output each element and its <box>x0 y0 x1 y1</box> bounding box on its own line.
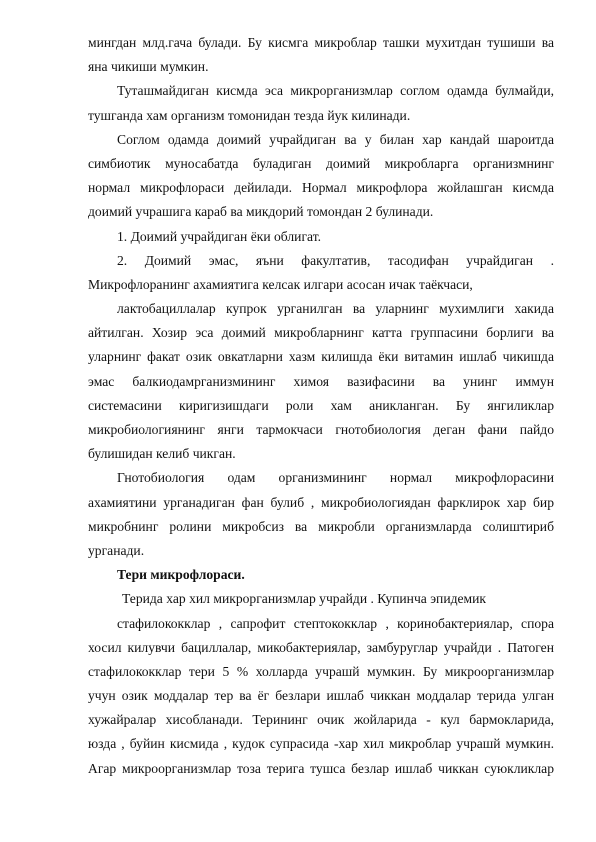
text-line: Гнотобиология одам организмининг нормал микрофлорасини <box>117 470 554 486</box>
text-line: яна чикиши мумкин. <box>88 59 209 75</box>
text-line: стафилококклар , сапрофит стептококклар , коринобактериялар, спора <box>117 615 554 631</box>
text-line: уларнинг факат озик овкатларни хазм килишда ёки витамин ишлаб чикишда <box>88 349 554 365</box>
text-line: Микрофлоранинг ахамиятига келсак илгари асосан ичак таёкчаси, <box>88 276 473 292</box>
text-line: 1. Доимий учрайдиган ёки облигат. <box>117 228 322 244</box>
text-line: доимий учрашига караб ва микдорий томондан 2 булинади. <box>88 204 434 220</box>
text-line: нормал микрофлораси дейилади. Нормал микрофлора жойлашган кисмда <box>88 180 554 196</box>
text-line: урганади. <box>88 542 145 558</box>
text-line: эмас балкиодамрганизмининг химоя вазифасини ва унинг иммун <box>88 373 554 389</box>
text-line: айтилган. Хозир эса доимий микробларнинг катта группасини борлиги ва <box>88 325 554 341</box>
text-line: юзда , буйин кисмида , кудок супрасида -хар хил микроблар учрашй мумкин. <box>88 736 554 752</box>
text-line: симбиотик муносабатда буладиган доимий микробларга организмнинг <box>88 155 554 171</box>
document-page <box>88 31 554 781</box>
text-line: булишидан келиб чикган. <box>88 446 236 462</box>
section-heading: Тери микрофлораси. <box>117 567 245 583</box>
text-line: мингдан млд.гача булади. Бу кисмга микроблар ташки мухитдан тушиши ва <box>88 35 554 50</box>
text-line: микробнинг ролини микробсиз ва микробли организмларда солиштириб <box>88 518 554 534</box>
text-line: ахамиятини урганадиган фан булиб , микробиологиядан фарклирок хар бир <box>88 494 554 510</box>
text-line: Туташмайдиган кисмда эса микрорганизмлар соглом одамда булмайди, <box>117 83 554 99</box>
text-line: тушганда хам организм томонидан тезда йук килинади. <box>88 107 411 123</box>
text-line: микробиологиянинг янги тармокчаси гнотобиология деган фани пайдо <box>88 422 554 437</box>
text-line: лактобациллалар купрок урганилган ва уларнинг мухимлиги хакида <box>117 301 554 317</box>
text-line: Терида хар хил микрорганизмлар учрайди . Купинча эпидемик <box>122 591 487 607</box>
text-line: хужайралар хисобланади. Терининг очик жойларида - кул бармокларида, <box>88 712 554 728</box>
text-line: 2. Доимий эмас, яъни факултатив, тасодифан учрайдиган . <box>117 252 554 268</box>
text-line: системасини киригизишдаги роли хам аникланган. Бу янгиликлар <box>88 397 554 413</box>
text-line: стафилококклар тери 5 % холларда учрашй мумкин. Бу микроорганизмлар <box>88 663 554 679</box>
text-line: Соглом одамда доимий учрайдиган ва у билан хар кандай шароитда <box>117 131 554 147</box>
text-line: Агар микроорганизмлар тоза терига тушса безлар ишлаб чиккан суюкликлар <box>88 760 554 776</box>
text-line: хосил килувчи бациллалар, микобактериялар, замбуруглар учрайди . Патоген <box>88 639 554 655</box>
text-line: учун озик моддалар тер ва ёг безлари ишлаб чиккан моддалар терида улган <box>88 688 554 704</box>
